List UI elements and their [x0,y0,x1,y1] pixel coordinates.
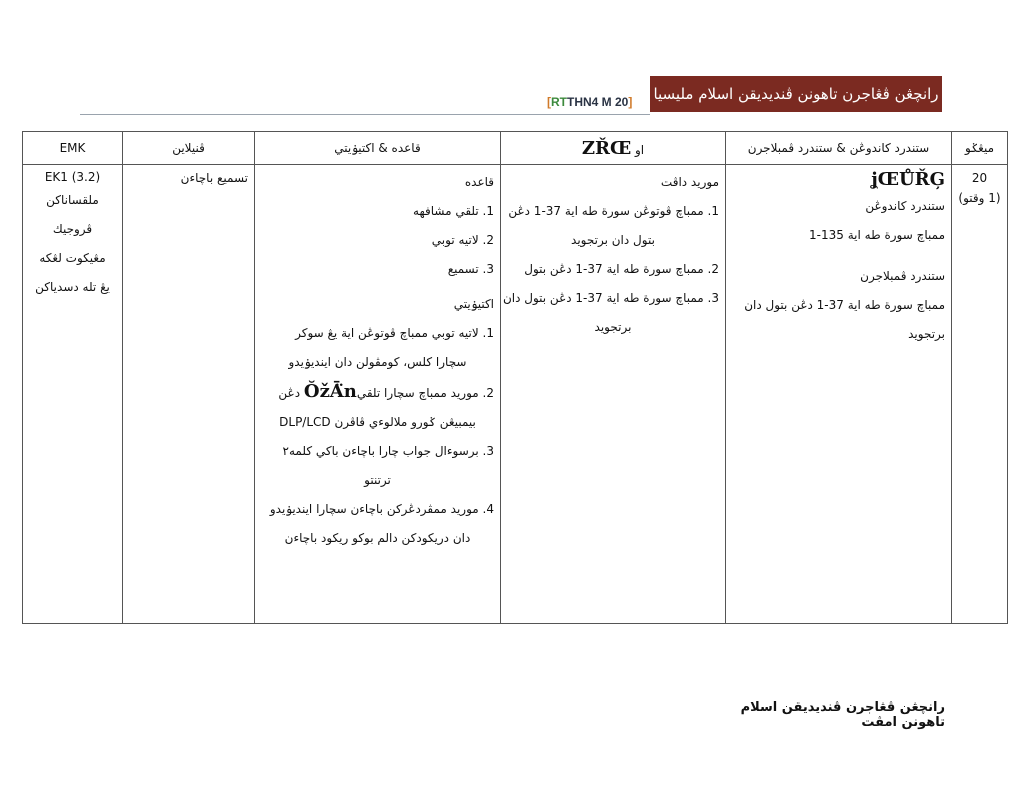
activity-2-tail: دڠن [278,386,301,400]
activity-3-line-1: 3. برسوءال جواب چارا باچاءن باكي كلمه٢ [282,444,494,458]
activity-1-line-1: 1. لاتيه توبي ممباچ ڤوتوڠن اية يڠ سوكر [295,326,494,340]
objective-2: 2. ممباچ سورة طه اية 37-1 دڠن بتول [524,262,719,276]
table-header-row [23,132,1008,165]
header-activities: قاعده & اكتيۏيتي [255,132,501,165]
header-emk: EMK [23,132,123,165]
code-rt: RT [551,95,567,109]
cell-objectives [501,165,726,624]
objective-1-line-1: 1. ممباچ ڤوتوڠن سورة طه اية 37-1 دڠن [508,204,719,218]
method-3: 3. تسميع [447,262,494,276]
header-rule [80,114,650,115]
content-standard-label: ستندرد كاندوڠن [865,199,945,213]
objective-3-line-1: 3. ممباچ سورة طه اية 37-1 دڠن بتول دان [502,291,719,305]
code-rest: THN4 M 20 [567,95,629,109]
objective-1-line-2: بتول دان برتجويد [571,233,655,247]
method-title: قاعده [464,175,494,189]
header-standards: ستندرد كاندوڠن & ستندرد ڤمبلاجرن [726,132,952,165]
emk-line-1: ملقساناكن [46,193,99,207]
activity-2-line-2: بيمبيڠن ݢورو ملالوءي ڤاڤرن DLP/LCD [279,415,476,429]
week-duration: (1 وقتو) [958,191,1001,205]
header-objectives [501,132,726,165]
activity-4-line-1: 4. موريد ممڤردڠركن باچاءن سچارا اينديۏيدو [269,502,494,516]
header-objectives-prefix: او [635,142,645,157]
lesson-plan-table [22,131,1008,624]
emk-line-3: مڠيكوت لڠكه [39,251,106,265]
activity-2-glyph: ŎžĀ̈n [303,381,357,402]
values-text: تسميع باچاءن [180,171,248,185]
objectives-intro: موريد داڤت [660,175,719,189]
method-2: 2. لاتيه توبي [431,233,494,247]
learning-standard-label: ستندرد ڤمبلاجرن [860,269,945,283]
activity-2-text: 2. موريد ممباچ سچارا تلقي [356,386,494,400]
cell-emk [23,165,123,624]
activity-2-line-1 [261,377,494,408]
header-values: ڤنيلاين [123,132,255,165]
cell-week [952,165,1008,624]
learning-standard-item-1: ممباچ سورة طه اية 37-1 دڠن بتول دان [744,298,945,312]
cell-standards [726,165,952,624]
page-code [547,95,632,109]
objective-3-line-2: برتجويد [594,320,632,334]
week-number: 20 [971,171,988,185]
cell-values [123,165,255,624]
code-bracket-open: [ [547,95,551,109]
emk-code: EK1 (3.2) [44,170,101,184]
header-banner: رانچڠن ڤڠاجرن تاهونن ڤنديديقن اسلام مليسيا [650,76,942,112]
emk-line-4: يڠ تله دسدياكن [35,280,110,294]
footer-signature: رانچڠن ڤڠاجرن ڤنديديقن اسلام تاهونن امڤت [740,700,945,730]
table-row [23,165,1008,624]
method-1: 1. تلقي مشافهه [413,204,494,218]
activity-3-line-2: ترتنتو [364,473,391,487]
activities-title: اكتيۏيتي [453,297,494,311]
header-objectives-glyphs: ZŘŒ [581,137,632,159]
content-standard-item: ممباچ سورة طه اية 135-1 [809,228,945,242]
activity-4-line-2: دان دريكودكن دالم بوكو ريكود باچاءن [284,531,471,545]
learning-standard-item-2: برتجويد [908,327,945,341]
cell-activities [255,165,501,624]
header-week: ميڠݢو [952,132,1008,165]
standards-title: ʝŒŮŘĢ [870,169,945,190]
activity-1-line-2: سچارا كلس، كومڤولن دان اينديۏيدو [288,355,467,369]
code-bracket-close: ] [628,95,633,109]
emk-line-2: ڤروجيك [52,222,93,236]
